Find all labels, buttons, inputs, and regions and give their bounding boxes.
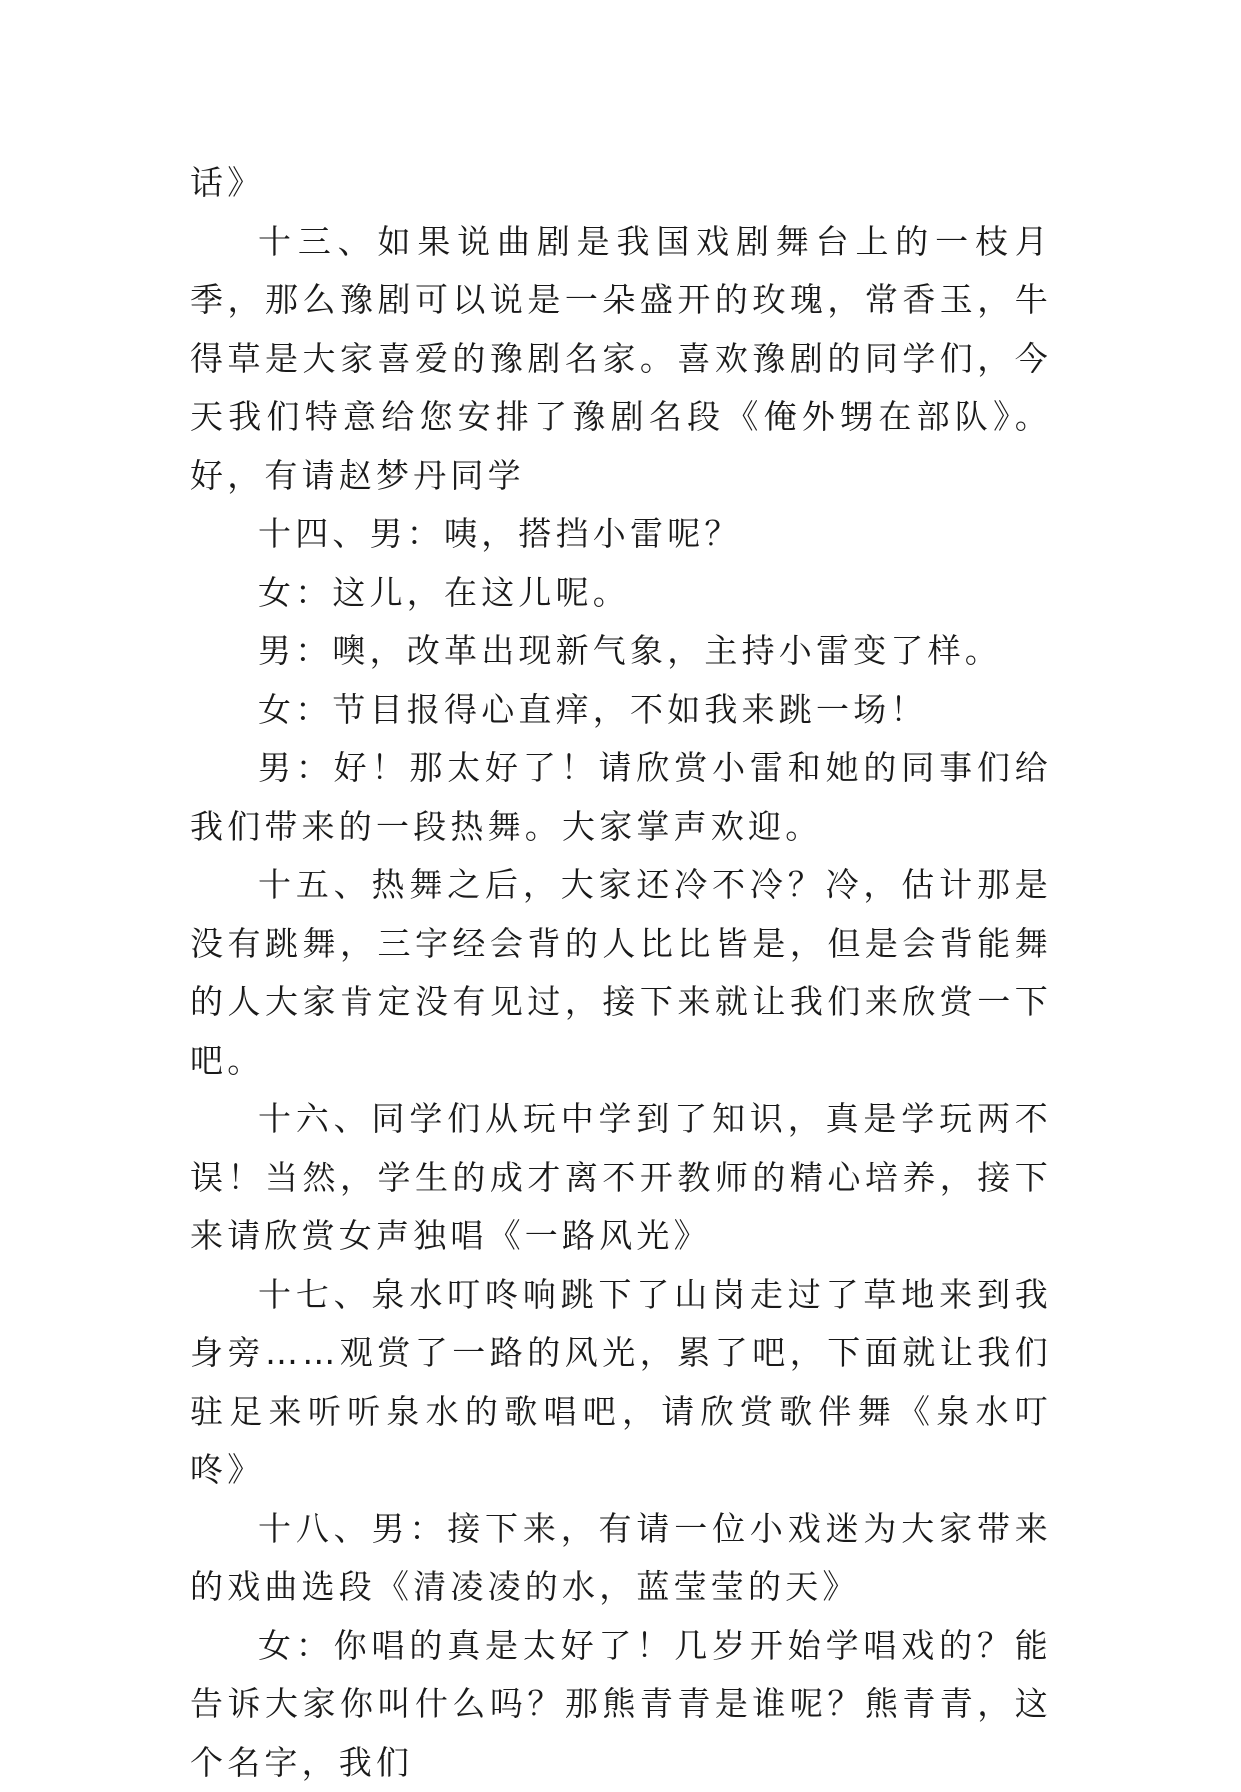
paragraph-item-14: 十四、男：咦，搭挡小雷呢？	[190, 505, 1052, 564]
paragraph-dialogue: 男：好！那太好了！请欣赏小雷和她的同事们给我们带来的一段热舞。大家掌声欢迎。	[190, 739, 1052, 856]
paragraph-item-16: 十六、同学们从玩中学到了知识，真是学玩两不误！当然，学生的成才离不开教师的精心培养，接下来请欣赏女声独唱《一路风光》	[190, 1090, 1052, 1266]
paragraph-dialogue: 女：这儿，在这儿呢。	[190, 564, 1052, 623]
paragraph-dialogue: 女：你唱的真是太好了！几岁开始学唱戏的？能告诉大家你叫什么吗？那熊青青是谁呢？熊青青，这个名字，我们	[190, 1617, 1052, 1792]
paragraph-item-15: 十五、热舞之后，大家还冷不冷？冷，估计那是没有跳舞，三字经会背的人比比皆是，但是会背能舞的人大家肯定没有见过，接下来就让我们来欣赏一下吧。	[190, 856, 1052, 1090]
paragraph-item-18: 十八、男：接下来，有请一位小戏迷为大家带来的戏曲选段《清凌凌的水，蓝莹莹的天》	[190, 1500, 1052, 1617]
document-body	[190, 154, 1052, 1792]
paragraph-item-17: 十七、泉水叮咚响跳下了山岗走过了草地来到我身旁……观赏了一路的风光，累了吧，下面就让我们驻足来听听泉水的歌唱吧，请欣赏歌伴舞《泉水叮咚》	[190, 1266, 1052, 1500]
paragraph-dialogue: 女：节目报得心直痒，不如我来跳一场！	[190, 681, 1052, 740]
paragraph-continuation: 话》	[190, 154, 1052, 213]
paragraph-dialogue: 男：噢，改革出现新气象，主持小雷变了样。	[190, 622, 1052, 681]
paragraph-item-13: 十三、如果说曲剧是我国戏剧舞台上的一枝月季，那么豫剧可以说是一朵盛开的玫瑰，常香玉，牛得草是大家喜爱的豫剧名家。喜欢豫剧的同学们，今天我们特意给您安排了豫剧名段《俺外甥在部队》。好，有请赵梦丹同学	[190, 213, 1052, 506]
